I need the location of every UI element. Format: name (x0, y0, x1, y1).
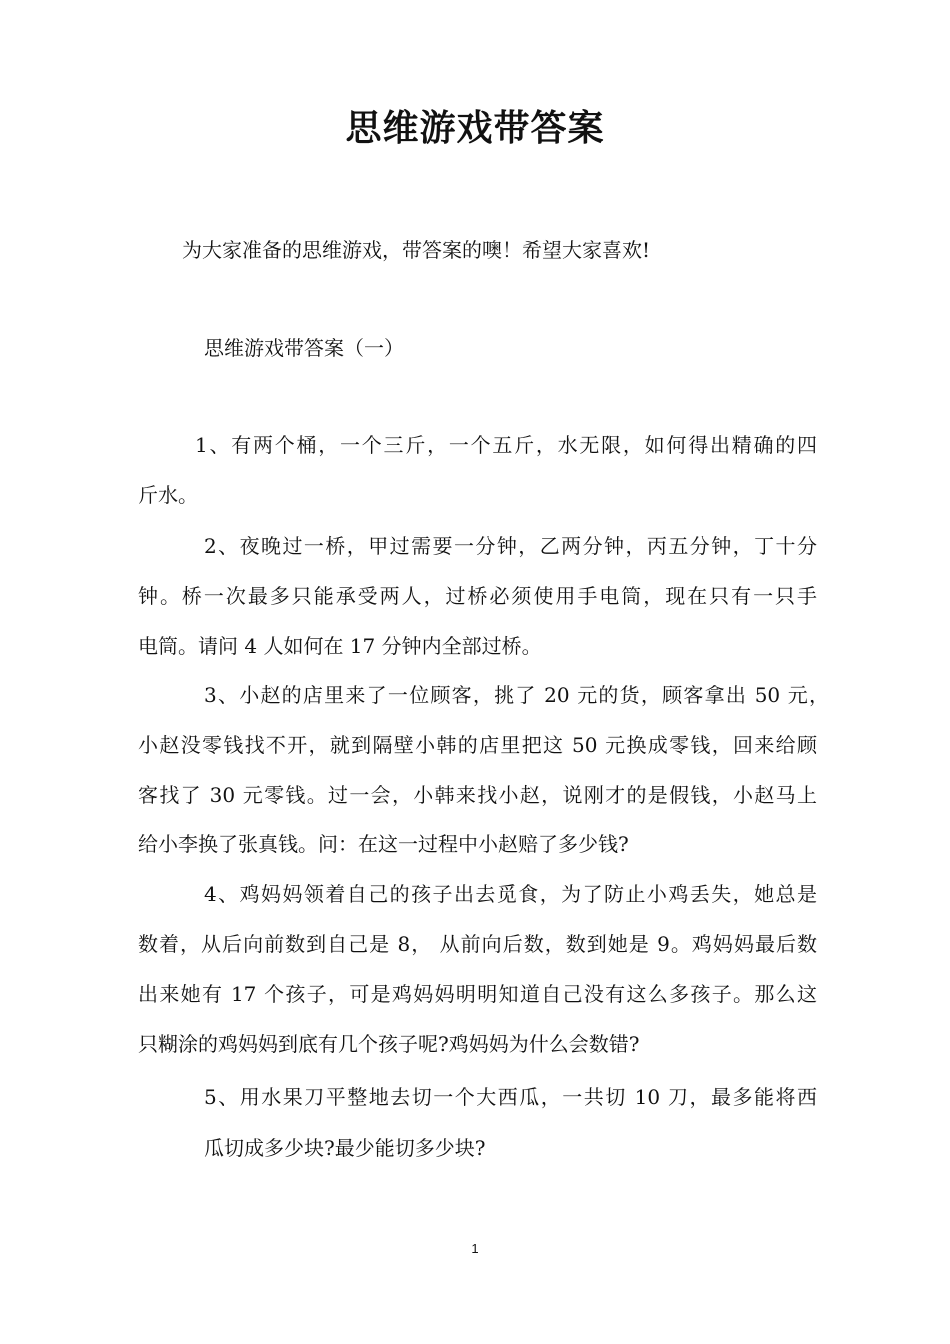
question-4-line-1: 4、鸡妈妈领着自己的孩子出去觅食，为了防止小鸡丢失，她总是 (204, 882, 817, 906)
question-4-line-2: 数着，从后向前数到自己是 8， 从前向后数，数到她是 9。鸡妈妈最后数 (138, 932, 817, 956)
intro-paragraph: 为大家准备的思维游戏，带答案的噢！希望大家喜欢! (182, 238, 651, 262)
question-3-line-2: 小赵没零钱找不开，就到隔壁小韩的店里把这 50 元换成零钱，回来给顾 (138, 733, 817, 757)
question-3-line-3: 客找了 30 元零钱。过一会，小韩来找小赵，说刚才的是假钱，小赵马上 (138, 783, 817, 807)
section-heading: 思维游戏带答案（一） (204, 336, 404, 360)
question-2-line-3: 电筒。请问 4 人如何在 17 分钟内全部过桥。 (138, 634, 542, 658)
question-3-line-1: 3、小赵的店里来了一位顾客，挑了 20 元的货，顾客拿出 50 元， (204, 683, 829, 707)
question-4-line-3: 出来她有 17 个孩子，可是鸡妈妈明明知道自己没有这么多孩子。那么这 (138, 982, 817, 1006)
question-1-line-1: 1、有两个桶，一个三斤，一个五斤，水无限，如何得出精确的四 (195, 433, 817, 457)
question-2-line-1: 2、夜晚过一桥，甲过需要一分钟，乙两分钟，丙五分钟，丁十分 (204, 534, 817, 558)
question-5-line-2: 瓜切成多少块?最少能切多少块? (204, 1136, 486, 1160)
question-1-line-2: 斤水。 (138, 483, 198, 507)
question-5-line-1: 5、用水果刀平整地去切一个大西瓜，一共切 10 刀，最多能将西 (204, 1085, 817, 1109)
page-number: 1 (471, 1241, 479, 1256)
question-4-line-4: 只糊涂的鸡妈妈到底有几个孩子呢?鸡妈妈为什么会数错? (138, 1032, 640, 1056)
question-3-line-4: 给小李换了张真钱。问：在这一过程中小赵赔了多少钱? (138, 832, 629, 856)
question-2-line-2: 钟。桥一次最多只能承受两人，过桥必须使用手电筒，现在只有一只手 (138, 584, 817, 608)
document-title: 思维游戏带答案 (345, 108, 605, 149)
